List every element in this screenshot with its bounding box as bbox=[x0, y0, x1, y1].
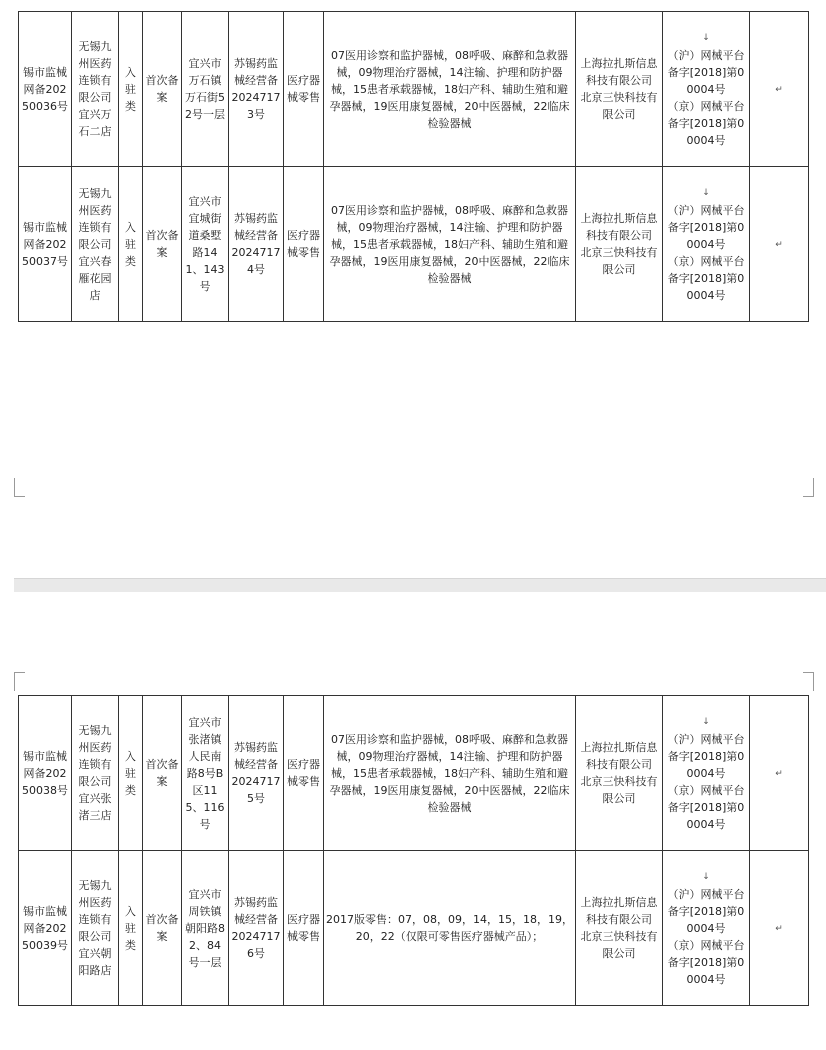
company-name: 无锡九州医药连锁有限公司宜兴朝阳路店 bbox=[72, 851, 119, 1006]
registration-table-page-1 bbox=[18, 11, 809, 322]
platform-names bbox=[576, 696, 663, 851]
business-scope: 07医用诊察和监护器械，08呼吸、麻醉和急救器械，09物理治疗器械，14注输、护理和防护器械，15患者承载器械，18妇产科、辅助生殖和避孕器械，19医用康复器械，20中医器械，22临床检验器械 bbox=[324, 12, 576, 167]
table-row bbox=[19, 851, 809, 1006]
filing-1: （沪）网械平台备字[2018]第00004号 bbox=[667, 203, 745, 251]
down-arrow-mark: ↓ bbox=[702, 716, 710, 727]
document-page-2 bbox=[0, 592, 826, 1050]
paragraph-mark: ↵ bbox=[775, 923, 783, 934]
platform-1: 上海拉扎斯信息科技有限公司 bbox=[580, 741, 658, 771]
platform-filing-numbers bbox=[663, 696, 750, 851]
business-scope: 07医用诊察和监护器械，08呼吸、麻醉和急救器械，09物理治疗器械，14注输、护理和防护器械，15患者承载器械，18妇产科、辅助生殖和避孕器械，19医用康复器械，20中医器械，22临床检验器械 bbox=[324, 696, 576, 851]
permit-number: 苏锡药监械经营备20247173号 bbox=[229, 12, 284, 167]
platform-names bbox=[576, 851, 663, 1006]
platform-2: 北京三快科技有限公司 bbox=[580, 91, 658, 121]
platform-1: 上海拉扎斯信息科技有限公司 bbox=[580, 896, 658, 926]
address: 宜兴市宜城街道桑墅路141、143号 bbox=[182, 167, 229, 322]
table-row bbox=[19, 167, 809, 322]
filing-2: （京）网械平台备字[2018]第00004号 bbox=[667, 254, 745, 302]
platform-filing-numbers bbox=[663, 167, 750, 322]
address: 宜兴市万石镇万石街52号一层 bbox=[182, 12, 229, 167]
permit-number: 苏锡药监械经营备20247176号 bbox=[229, 851, 284, 1006]
table-row bbox=[19, 696, 809, 851]
registration-number: 锡市监械网备20250036号 bbox=[19, 12, 72, 167]
company-name: 无锡九州医药连锁有限公司宜兴张渚三店 bbox=[72, 696, 119, 851]
business-category: 医疗器械零售 bbox=[284, 851, 324, 1006]
permit-number: 苏锡药监械经营备20247174号 bbox=[229, 167, 284, 322]
down-arrow-mark: ↓ bbox=[702, 871, 710, 882]
registration-table-page-2 bbox=[18, 695, 809, 1006]
business-category: 医疗器械零售 bbox=[284, 12, 324, 167]
paragraph-mark: ↵ bbox=[775, 768, 783, 779]
filing-1: （沪）网械平台备字[2018]第00004号 bbox=[667, 887, 745, 935]
business-scope: 2017版零售：07，08，09，14，15，18，19，20，22（仅限可零售医疗器械产品）； bbox=[324, 851, 576, 1006]
platform-2: 北京三快科技有限公司 bbox=[580, 775, 658, 805]
company-name: 无锡九州医药连锁有限公司宜兴万石二店 bbox=[72, 12, 119, 167]
registration-number: 锡市监械网备20250037号 bbox=[19, 167, 72, 322]
platform-1: 上海拉扎斯信息科技有限公司 bbox=[580, 212, 658, 242]
entry-type: 入驻类 bbox=[119, 12, 143, 167]
address: 宜兴市周铁镇朝阳路82、84号一层 bbox=[182, 851, 229, 1006]
business-scope: 07医用诊察和监护器械，08呼吸、麻醉和急救器械，09物理治疗器械，14注输、护理和防护器械，15患者承载器械，18妇产科、辅助生殖和避孕器械，19医用康复器械，20中医器械，22临床检验器械 bbox=[324, 167, 576, 322]
platform-filing-numbers bbox=[663, 851, 750, 1006]
down-arrow-mark: ↓ bbox=[702, 32, 710, 43]
company-name: 无锡九州医药连锁有限公司宜兴春雁花园店 bbox=[72, 167, 119, 322]
platform-names bbox=[576, 12, 663, 167]
blank-cell bbox=[750, 696, 809, 851]
entry-type: 入驻类 bbox=[119, 851, 143, 1006]
blank-cell bbox=[750, 167, 809, 322]
down-arrow-mark: ↓ bbox=[702, 187, 710, 198]
blank-cell bbox=[750, 12, 809, 167]
page-corner-mark bbox=[14, 672, 25, 691]
table-row bbox=[19, 12, 809, 167]
blank-cell bbox=[750, 851, 809, 1006]
filing-1: （沪）网械平台备字[2018]第00004号 bbox=[667, 732, 745, 780]
filing-2: （京）网械平台备字[2018]第00004号 bbox=[667, 938, 745, 986]
filing-status: 首次备案 bbox=[143, 851, 182, 1006]
paragraph-mark: ↵ bbox=[775, 84, 783, 95]
page-corner-mark bbox=[14, 478, 25, 497]
page-corner-mark bbox=[803, 478, 814, 497]
permit-number: 苏锡药监械经营备20247175号 bbox=[229, 696, 284, 851]
platform-filing-numbers bbox=[663, 12, 750, 167]
entry-type: 入驻类 bbox=[119, 167, 143, 322]
filing-status: 首次备案 bbox=[143, 167, 182, 322]
business-category: 医疗器械零售 bbox=[284, 696, 324, 851]
page-corner-mark bbox=[803, 672, 814, 691]
paragraph-mark: ↵ bbox=[775, 239, 783, 250]
address: 宜兴市张渚镇人民南路8号B区115、116号 bbox=[182, 696, 229, 851]
filing-status: 首次备案 bbox=[143, 12, 182, 167]
registration-number: 锡市监械网备20250038号 bbox=[19, 696, 72, 851]
filing-2: （京）网械平台备字[2018]第00004号 bbox=[667, 99, 745, 147]
filing-2: （京）网械平台备字[2018]第00004号 bbox=[667, 783, 745, 831]
platform-1: 上海拉扎斯信息科技有限公司 bbox=[580, 57, 658, 87]
business-category: 医疗器械零售 bbox=[284, 167, 324, 322]
platform-names bbox=[576, 167, 663, 322]
entry-type: 入驻类 bbox=[119, 696, 143, 851]
filing-status: 首次备案 bbox=[143, 696, 182, 851]
platform-2: 北京三快科技有限公司 bbox=[580, 930, 658, 960]
platform-2: 北京三快科技有限公司 bbox=[580, 246, 658, 276]
filing-1: （沪）网械平台备字[2018]第00004号 bbox=[667, 48, 745, 96]
registration-number: 锡市监械网备20250039号 bbox=[19, 851, 72, 1006]
